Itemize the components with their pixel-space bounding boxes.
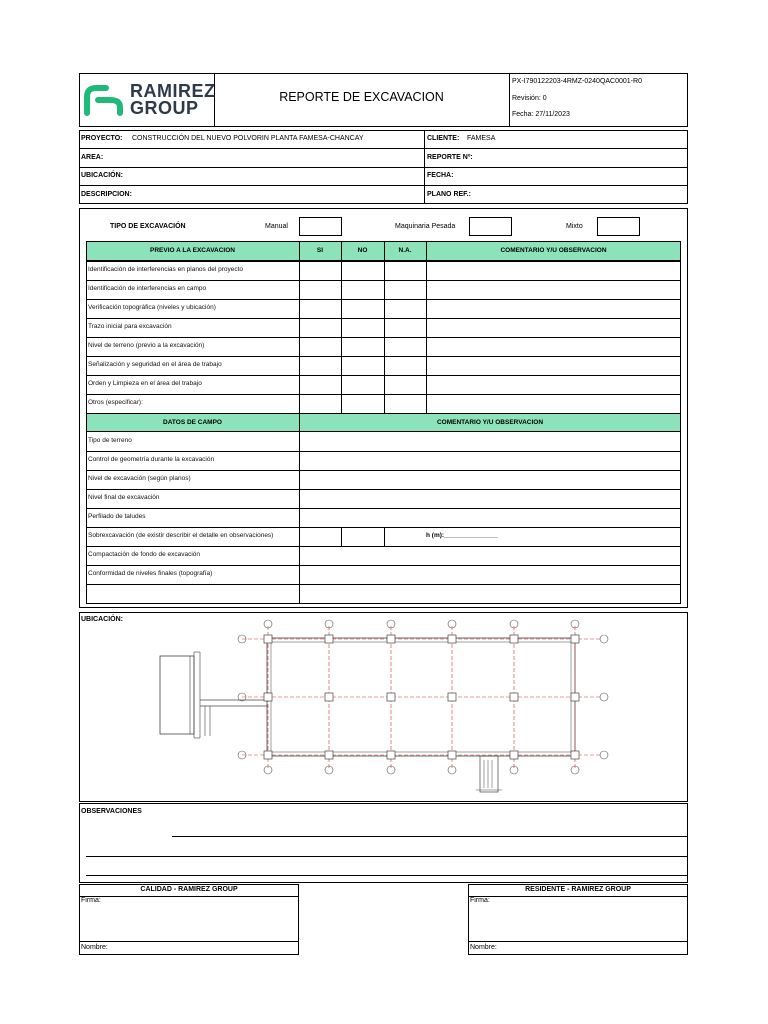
calidad-nombre-line <box>79 941 299 942</box>
previo-row-label: Identificación de interferencias en planos del proyecto <box>88 266 244 273</box>
previo-row-line <box>86 337 681 338</box>
calidad-sign-title: CALIDAD - RAMIREZ GROUP <box>140 886 238 893</box>
campo-row-line <box>86 470 681 471</box>
site-plan-drawing <box>150 618 620 798</box>
campo-row-label: Control de geometría durante la excavación <box>88 456 215 463</box>
header-divider-2 <box>509 73 510 127</box>
logo-mark-icon <box>84 83 124 117</box>
proyecto-label: PROYECTO: <box>81 135 123 142</box>
previo-row-label: Señalización y seguridad en el área de trabajo <box>88 361 222 368</box>
ubicacion-label: UBICACIÓN: <box>81 172 123 179</box>
campo-sobre-line-2 <box>384 527 385 546</box>
h-field-label: h (m):_______________ <box>426 532 499 539</box>
observaciones-box <box>79 803 688 883</box>
previo-row-line <box>86 356 681 357</box>
campo-row-line <box>86 546 681 547</box>
previo-row-label: Orden y Limpieza en el área del trabajo <box>88 380 202 387</box>
campo-row-label: Nivel de excavación (según planos) <box>88 475 191 482</box>
residente-firma-label: Firma: <box>470 897 490 904</box>
company-name-line1: RAMIREZ <box>130 81 216 101</box>
page-title: REPORTE DE EXCAVACION <box>279 90 444 104</box>
company-name-line2: GROUP <box>130 98 199 118</box>
campo-row-label: Tipo de terreno <box>88 437 132 444</box>
campo-row-label: Conformidad de niveles finales (topografía) <box>88 570 213 577</box>
residente-nombre-line <box>468 941 688 942</box>
info-row-line-3 <box>79 185 688 186</box>
campo-row-line <box>86 451 681 452</box>
fecha-label: FECHA: <box>427 172 454 179</box>
residente-nombre-label: Nombre: <box>470 944 497 951</box>
previo-row-label: Identificación de interferencias en campo <box>88 285 207 292</box>
date-label: Fecha: 27/11/2023 <box>512 111 570 118</box>
calidad-header-line <box>79 896 299 897</box>
proyecto-value: CONSTRUCCIÓN DEL NUEVO POLVORIN PLANTA FAMESA-CHANCAY <box>132 135 364 142</box>
plano-label: PLANO REF.: <box>427 191 471 198</box>
previo-row-line <box>86 261 681 262</box>
previo-col-line-4 <box>426 241 427 413</box>
previo-comentario-header: COMENTARIO Y/U OBSERVACION <box>500 247 607 254</box>
campo-sobre-line-1 <box>341 527 342 546</box>
previo-row-label: Otros (especificar): <box>88 399 143 406</box>
campo-row-label: Nivel final de excavación <box>88 494 160 501</box>
previo-row-line <box>86 375 681 376</box>
reporte-label: REPORTE Nº: <box>427 154 473 161</box>
campo-row-label: Compactación de fondo de excavación <box>88 551 201 558</box>
maquinaria-checkbox[interactable] <box>469 217 512 236</box>
observaciones-line-3 <box>86 875 688 876</box>
revision-label: Revisión: 0 <box>512 95 547 102</box>
tipo-excavacion-label: TIPO DE EXCAVACIÓN <box>110 223 186 230</box>
area-label: AREA: <box>81 154 104 161</box>
previo-row-label: Trazo inicial para excavación <box>88 323 172 330</box>
residente-sign-box <box>468 884 688 955</box>
cliente-value: FAMESA <box>467 135 496 142</box>
previo-row-label: Verificación topográfica (niveles y ubicación) <box>88 304 216 311</box>
previo-col-line-1 <box>299 241 300 413</box>
observaciones-label: OBSERVACIONES <box>81 808 142 815</box>
residente-sign-title: RESIDENTE - RAMIREZ GROUP <box>525 886 631 893</box>
manual-label: Manual <box>265 223 288 230</box>
campo-row-line <box>86 565 681 566</box>
campo-row-label: Sobrexcavación (de existir describir el detalle en observaciones) <box>88 532 274 539</box>
previo-row-line <box>86 299 681 300</box>
calidad-nombre-label: Nombre: <box>81 944 108 951</box>
manual-checkbox[interactable] <box>299 217 342 236</box>
campo-col-line <box>299 432 300 604</box>
calidad-firma-label: Firma: <box>81 897 101 904</box>
previo-na-header: N.A. <box>398 247 412 254</box>
campo-header: DATOS DE CAMPO <box>163 419 222 426</box>
previo-row-line <box>86 394 681 395</box>
previo-row-line <box>86 318 681 319</box>
ubicacion-section-label: UBICACIÓN: <box>81 616 123 623</box>
company-logo <box>84 81 216 118</box>
previo-row-line <box>86 280 681 281</box>
previo-row-label: Nivel de terreno (previo a la excavación) <box>88 342 205 349</box>
previo-header: PREVIO A LA EXCAVACION <box>150 247 235 254</box>
previo-col-line-3 <box>384 241 385 413</box>
residente-header-line <box>468 896 688 897</box>
previo-si-header: SI <box>316 247 324 254</box>
observaciones-line-2 <box>86 856 688 857</box>
previo-no-header: NO <box>357 247 368 254</box>
mixto-label: Mixto <box>566 223 583 230</box>
previo-col-line-2 <box>341 241 342 413</box>
descripcion-label: DESCRIPCION: <box>81 191 132 198</box>
maquinaria-label: Maquinaria Pesada <box>395 223 456 230</box>
campo-row-line <box>86 527 681 528</box>
campo-row-label: Perfilado de taludes <box>88 513 146 520</box>
observaciones-line-1 <box>172 836 688 837</box>
calidad-sign-box <box>79 884 299 955</box>
info-row-line-1 <box>79 148 688 149</box>
campo-row-line <box>86 584 681 585</box>
cliente-label: CLIENTE: <box>427 135 460 142</box>
campo-comentario-header: COMENTARIO Y/U OBSERVACION <box>436 419 544 426</box>
info-row-line-2 <box>79 167 688 168</box>
campo-row-line <box>86 489 681 490</box>
mixto-checkbox[interactable] <box>597 217 640 236</box>
document-code: PX-I790122203-4RMZ-0240QAC0001-R0 <box>512 78 642 85</box>
campo-row-line <box>86 508 681 509</box>
